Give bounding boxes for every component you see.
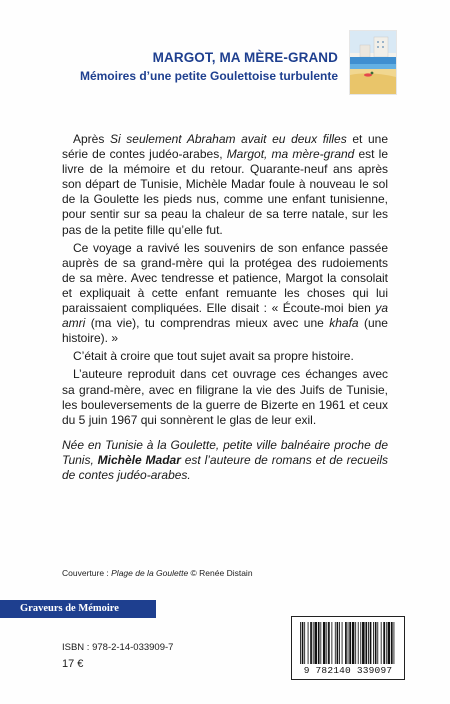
summary-paragraph-4: L’auteure reproduit dans cet ouvrage ces échanges avec sa grand-mère, avec en filigrane la vie des Juifs de Tunisie, les bouleversements de la guerre de Bizerte en 1961 et ceux du 5 juin 1967 qui sonnèrent le glas de leur exil. [62,367,388,427]
author-name: Michèle Madar [97,453,181,468]
cover-credit: Couverture : Plage de la Goulette © Renée Distain [62,568,253,578]
barcode-bar [342,622,343,664]
barcode-digits: 9 782140 339097 [303,665,393,676]
barcode-bar [381,622,382,664]
barcode-bar [310,622,312,664]
barcode-bar [318,622,320,664]
collection-name: Graveurs de Mémoire [20,603,119,614]
cover-painting-thumbnail [349,30,397,95]
barcode-bar [302,622,304,664]
barcode-bar [300,622,301,664]
barcode-bar [348,622,349,664]
barcode-bar [352,622,355,664]
barcode-bar [313,622,314,664]
barcode-bar [323,622,326,664]
barcode-bar [368,622,369,664]
barcode-bar [314,622,317,664]
barcode-bar [304,622,305,664]
barcode-bar [362,622,365,664]
barcode-icon [300,622,396,664]
summary-text [62,132,388,431]
cited-title: Si seulement Abraham avait eu deux filles [109,132,347,146]
summary-paragraph-2: Ce voyage a ravivé les souvenirs de son enfance passée auprès de sa grand-mère qui la protégea des rudoiements de sa mère. Avec tendresse et patience, Margot la consolait et expliquait à cette enfant remuante les choses qui lui paraissaient compliquées. Elle disait : « Écoute-moi bien ya amri (ma vie), tu comprendras mieux avec une khafa (une histoire). » [62,240,388,346]
barcode-bar [394,622,395,664]
barcode-bar [349,622,351,664]
summary-paragraph-1: Après Si seulement Abraham avait eu deux filles et une série de contes judéo-arabes, Margot, ma mère-grand est le livre de la mémoire et du retour. Quarante-neuf ans après son départ de Tunisie, Michèle Madar foule à nouveau le sol de la Goulette les pieds nus, comme une enfant tunisienne, pour sentir sur sa peau la chaleur de sa terre natale, sur les pas de la petite fille qu’elle fut. [62,132,389,237]
barcode-bar [391,622,393,664]
book-title-inline: Margot, ma mère-grand [226,147,355,162]
barcode-bar [375,622,377,664]
barcode-bar [337,622,339,664]
barcode-bar [360,622,361,664]
beach-painting-icon [350,31,396,94]
price: 17 € [62,658,84,670]
isbn: ISBN : 978-2-14-033909-7 [62,642,174,653]
barcode-bar [373,622,374,664]
summary-paragraph-3: C’était à croire que tout sujet avait sa propre histoire. [73,349,354,364]
book-subtitle: Mémoires d’une petite Goulettoise turbulente [79,69,338,83]
barcode-bar [355,622,356,664]
barcode [291,616,405,680]
barcode-bar [339,622,340,664]
barcode-bar [335,622,336,664]
book-title: MARGOT, MA MÈRE-GRAND [152,50,338,65]
barcode-bar [358,622,359,664]
barcode-bar [388,622,391,664]
barcode-bar [365,622,367,664]
barcode-bar [383,622,385,664]
barcode-bar [370,622,372,664]
barcode-bar [326,622,327,664]
barcode-bar [377,622,378,664]
barcode-bar [308,622,309,664]
barcode-bar [331,622,332,664]
barcode-bar [345,622,347,664]
barcode-bar [320,622,321,664]
barcode-bar [386,622,387,664]
barcode-bar [328,622,330,664]
author-bio: Née en Tunisie à la Goulette, petite ville balnéaire proche de Tunis, Michèle Madar est l’auteure de romans et de recueils de contes judéo-arabes. [62,438,388,483]
